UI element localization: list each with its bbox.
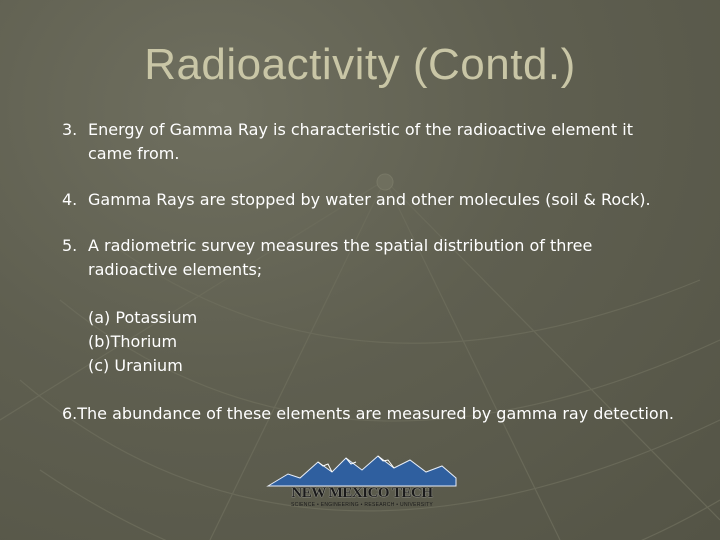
sub-item-potassium: (a) Potassium xyxy=(88,308,198,327)
list-item-4 xyxy=(62,188,682,212)
logo-wordmark: NEW MEXICO TECH xyxy=(291,485,433,501)
list-item-text: A radiometric survey measures the spatial distribution of three radioactive elements; xyxy=(88,236,593,279)
sub-item-uranium: (c) Uranium xyxy=(88,356,183,375)
list-item-number: 4. xyxy=(62,190,78,209)
list-item-3 xyxy=(62,118,682,166)
sub-item-thorium: (b)Thorium xyxy=(88,332,178,351)
list-item-number: 3. xyxy=(62,120,78,139)
logo-tagline: SCIENCE • ENGINEERING • RESEARCH • UNIVERSITY xyxy=(290,502,434,508)
list-item-text: Energy of Gamma Ray is characteristic of the radioactive element it came from. xyxy=(88,120,633,163)
list-item-6 xyxy=(62,402,682,426)
new-mexico-tech-logo xyxy=(266,452,458,512)
slide-title: Radioactivity (Contd.) xyxy=(144,40,576,89)
list-item-text: The abundance of these elements are measured by gamma ray detection. xyxy=(77,404,674,423)
list-item-number: 5. xyxy=(62,236,78,255)
slide-body xyxy=(62,118,682,426)
list-item-text: Gamma Rays are stopped by water and other molecules (soil & Rock). xyxy=(88,190,651,209)
list-item-5 xyxy=(62,234,682,282)
list-item-number: 6. xyxy=(62,404,78,423)
